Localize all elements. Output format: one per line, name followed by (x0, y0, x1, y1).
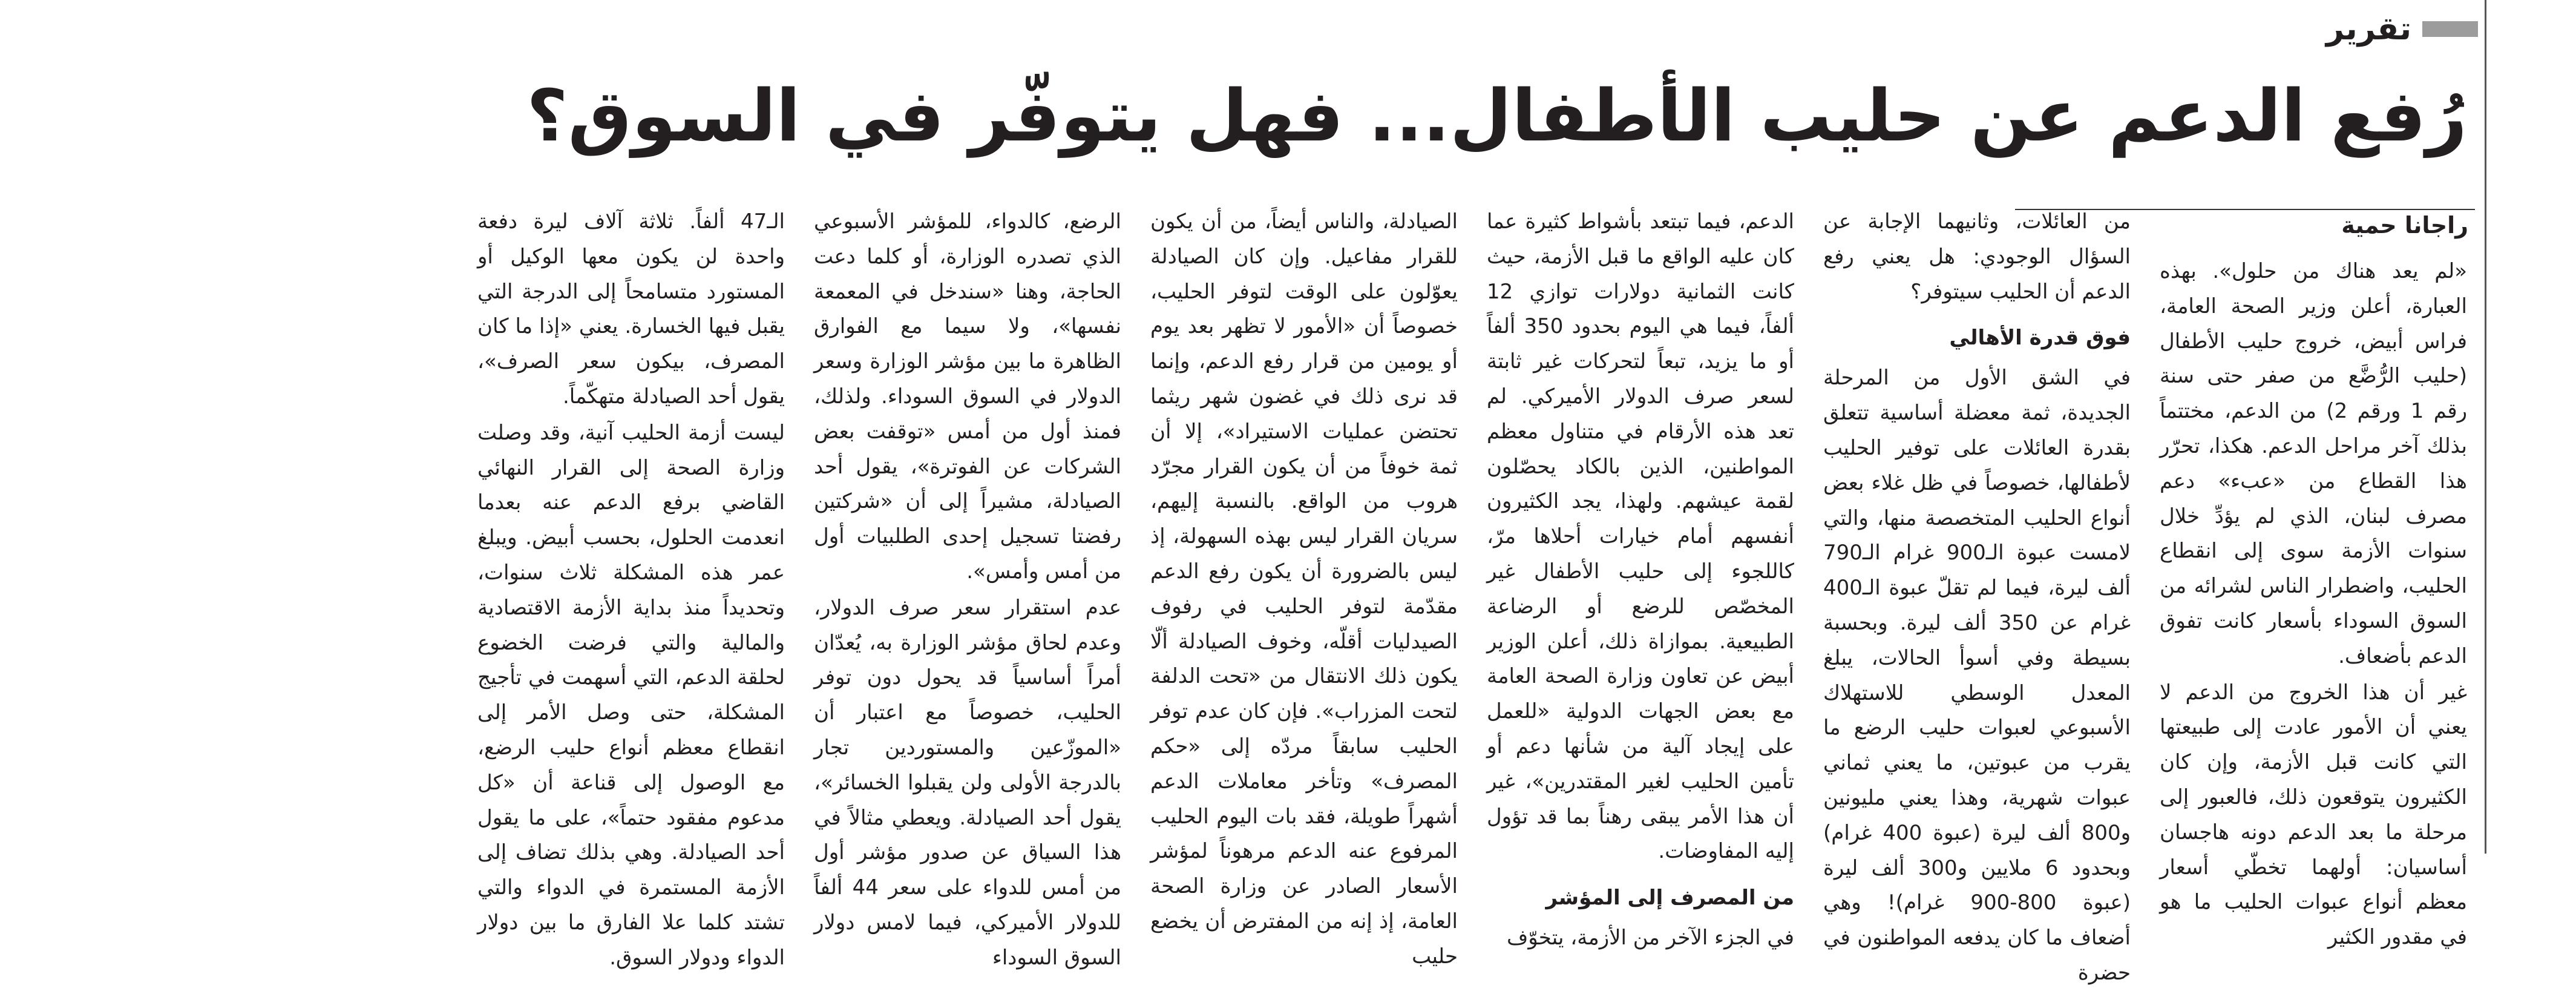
paragraph: «لم يعد هناك من حلول». بهذه العبارة، أعلن وزير الصحة العامة، فراس أبيض، خروج حليب الأطفال (حليب الرُّضَّع من صفر حتى سنة رقم 1 ورقم 2) من الدعم، مختتماً بذلك آخر مراحل الدعم. هكذا، تحرّر هذا القطاع من «عبء» دعم مصرف لبنان، الذي لم يؤدِّ خلال سنوات الأزمة سوى إلى انقطاع الحليب، واضطرار الناس لشرائه من السوق السوداء بأسعار كانت تفوق الدعم بأضعاف. (2160, 259, 2467, 668)
kicker-label: تقرير (2325, 11, 2411, 47)
paragraph: من العائلات، وثانيهما الإجابة عن السؤال الوجودي: هل يعني رفع الدعم أن الحليب سيتوفر؟ (1823, 209, 2131, 304)
paragraph: في الجزء الآخر من الأزمة، يتخوّف (1507, 926, 1794, 950)
vertical-rule (2485, 0, 2486, 854)
article-column-1 (2160, 254, 2467, 950)
paragraph: غير أن هذا الخروج من الدعم لا يعني أن الأمور عادت إلى طبيعتها التي كانت قبل الأزمة، وإن كان الكثيرون يتوقعون ذلك، فالعبور إلى مرحلة ما بعد الدعم دونه هاجسان أساسيان: أولهما تخطّي أسعار معظم أنواع عبوات الحليب ما هو في مقدور الكثير (2160, 680, 2467, 950)
paragraph: الرضع، كالدواء، للمؤشر الأسبوعي الذي تصدره الوزارة، أو كلما دعت الحاجة، وهنا «سندخل في المعمعة نفسها»، ولا سيما مع الفوارق الظاهرة ما بين مؤشر الوزارة وسعر الدولار في السوق السوداء. ولذلك، فمنذ أول من أمس «توقفت بعض الشركات عن الفوترة»، يقول أحد الصيادلة، مشيراً إلى أن «شركتين رفضتا تسجيل إحدى الطلبيات أول من أمس وأمس». (814, 209, 1121, 584)
article-column-4 (1150, 205, 1458, 969)
subheading: فوق قدرة الأهالي (1949, 326, 2131, 351)
byline: راجانا حمية (2341, 212, 2468, 239)
article-column-2 (1823, 205, 2131, 985)
paragraph: الـ47 ألفاً. ثلاثة آلاف ليرة دفعة واحدة لن يكون معها الوكيل أو المستورد متسامحاً إلى الدرجة التي يقبل فيها الخسارة. يعني «إذا ما كان المصرف، بيكون سعر الصرف»، يقول أحد الصيادلة متهكّماً. (477, 209, 785, 409)
kicker-bar (2422, 21, 2478, 37)
headline: رُفع الدعم عن حليب الأطفال... فهل يتوفّر في السوق؟ (526, 74, 2467, 157)
paragraph: الدعم، فيما تبتعد بأشواط كثيرة عما كان عليه الواقع ما قبل الأزمة، حيث كانت الثمانية دولارات توازي 12 ألفاً، فيما هي اليوم بحدود 350 ألفاً أو ما يزيد، تبعاً لتحركات غير ثابتة لسعر صرف الدولار الأميركي. لم تعد هذه الأرقام في متناول معظم المواطنين، الذين بالكاد يحصّلون لقمة عيشهم. ولهذا، يجد الكثيرون أنفسهم أمام خيارات أحلاها مرّ، كاللجوء إلى حليب الأطفال غير المخصّص للرضع أو الرضاعة الطبيعية. بموازاة ذلك، أعلن الوزير أبيض عن تعاون وزارة الصحة العامة مع بعض الجهات الدولية «للعمل على إيجاد آلية من شأنها دعم أو تأمين الحليب لغير المقتدرين»، غير أن هذا الأمر يبقى رهناً بما قد تؤول إليه المفاوضات. (1487, 209, 1794, 864)
article-column-5 (814, 205, 1122, 970)
subheading: من المصرف إلى المؤشر (1545, 886, 1794, 910)
paragraph: عدم استقرار سعر صرف الدولار، وعدم لحاق مؤشر الوزارة به، يُعدّان أمراً أساسياً قد يحول دون توفر الحليب، خصوصاً مع اعتبار أن «الموزّعين والمستوردين تجار بالدرجة الأولى ولن يقبلوا الخسائر»، يقول أحد الصيادلة. ويعطي مثالاً في هذا السياق عن صدور مؤشر أول من أمس للدواء على سعر 44 ألفاً للدولار الأميركي، فيما لامس دولار السوق السوداء (814, 595, 1122, 970)
section-kicker (2326, 13, 2478, 45)
article-column-3 (1487, 205, 1794, 950)
paragraph: في الشق الأول من المرحلة الجديدة، ثمة معضلة أساسية تتعلق بقدرة العائلات على توفير الحليب لأطفالها، خصوصاً في ظل غلاء بعض أنواع الحليب المتخصصة منها، والتي لامست عبوة الـ900 غرام الـ790 ألف ليرة، فيما لم تقلّ عبوة الـ400 غرام عن 350 ألف ليرة. وبحسبة بسيطة وفي أسوأ الحالات، يبلغ المعدل الوسطي للاستهلاك الأسبوعي لعبوات حليب الرضع ما يقرب من عبوتين، ما يعني ثماني عبوات شهرية، وهذا يعني مليونين و800 ألف ليرة (عبوة 400 غرام) وبحدود 6 ملايين و300 ألف ليرة (عبوة 800-900 غرام)! وهي أضعاف ما كان يدفعه المواطنون في حضرة (1823, 366, 2131, 985)
paragraph: ليست أزمة الحليب آنية، وقد وصلت وزارة الصحة إلى القرار النهائي القاضي برفع الدعم عنه بعدما انعدمت الحلول، بحسب أبيض. ويبلغ عمر هذه المشكلة ثلاث سنوات، وتحديداً منذ بداية الأزمة الاقتصادية والمالية والتي فرضت الخضوع لحلقة الدعم، التي أسهمت في تأجيج المشكلة، حتى وصل الأمر إلى انقطاع معظم أنواع حليب الرضع، مع الوصول إلى قناعة أن «كل مدعوم مفقود حتماً»، على ما يقول أحد الصيادلة. وهي بذلك تضاف إلى الأزمة المستمرة في الدواء والتي تشتد كلما علا الفارق ما بين دولار الدواء ودولار السوق. (477, 420, 785, 970)
article-column-6 (477, 205, 785, 970)
paragraph: الصيادلة، والناس أيضاً، من أن يكون للقرار مفاعيل. وإن كان الصيادلة يعوّلون على الوقت لتوفر الحليب، خصوصاً أن «الأمور لا تظهر بعد يوم أو يومين من قرار رفع الدعم، وإنما قد نرى ذلك في غضون شهر ريثما تحتضن عمليات الاستيراد»، إلا أن ثمة خوفاً من أن يكون القرار مجرّد هروب من الواقع. بالنسبة إليهم، سريان القرار ليس بهذه السهولة، إذ ليس بالضرورة أن يكون رفع الدعم مقدّمة لتوفر الحليب في رفوف الصيدليات أقلّه، وخوف الصيادلة ألّا يكون ذلك الانتقال من «تحت الدلفة لتحت المزراب». فإن كان عدم توفر الحليب سابقاً مردّه إلى «حكم المصرف» وتأخر معاملات الدعم أشهراً طويلة، فقد بات اليوم الحليب المرفوع عنه الدعم مرهوناً لمؤشر الأسعار الصادر عن وزارة الصحة العامة، إذ إنه من المفترض أن يخضع حليب (1150, 209, 1458, 969)
